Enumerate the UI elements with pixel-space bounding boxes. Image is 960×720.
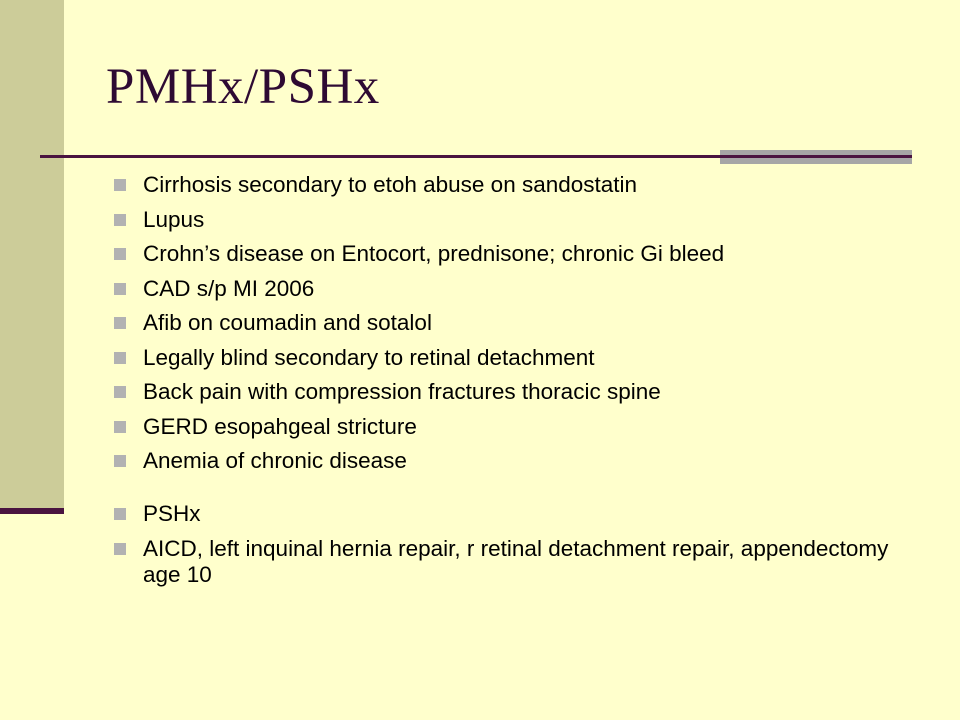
list-item-text: Crohn’s disease on Entocort, prednisone; chronic Gi bleed — [143, 241, 725, 266]
square-bullet-icon — [114, 455, 126, 467]
list-item-text: GERD esopahgeal stricture — [143, 413, 417, 439]
square-bullet-icon — [114, 543, 126, 555]
bullet-list — [114, 172, 914, 596]
list-item — [114, 207, 914, 233]
list-item — [114, 379, 914, 405]
square-bullet-icon — [114, 421, 126, 433]
list-item — [114, 310, 914, 336]
list-item — [114, 345, 914, 371]
list-item-text: AICD, left inquinal hernia repair, r retinal detachment repair, appendectomy age 10 — [143, 535, 889, 587]
list-item-text: Legally blind secondary to retinal detachment — [143, 344, 595, 370]
square-bullet-icon — [114, 214, 126, 226]
list-item — [114, 501, 914, 527]
square-bullet-icon — [114, 179, 126, 191]
list-item — [114, 448, 914, 474]
left-decorative-bar — [0, 0, 64, 512]
square-bullet-icon — [114, 508, 126, 520]
title-divider-accent — [720, 150, 912, 164]
slide-title: PMHx/PSHx — [106, 59, 380, 115]
list-item — [114, 241, 914, 267]
list-item — [114, 536, 914, 588]
list-item — [114, 276, 914, 302]
square-bullet-icon — [114, 386, 126, 398]
list-item-text: Cirrhosis secondary to etoh abuse on sandostatin — [143, 172, 638, 197]
list-item — [114, 414, 914, 440]
list-item-text: Lupus — [143, 206, 205, 232]
list-item — [114, 172, 914, 198]
list-item-text: PSHx — [143, 501, 201, 526]
list-item-text: Anemia of chronic disease — [143, 448, 407, 473]
square-bullet-icon — [114, 317, 126, 329]
list-item-text: Back pain with compression fractures thoracic spine — [143, 379, 661, 404]
square-bullet-icon — [114, 248, 126, 260]
square-bullet-icon — [114, 283, 126, 295]
list-item-text: Afib on coumadin and sotalol — [143, 310, 432, 335]
list-item-text: CAD s/p MI 2006 — [143, 275, 315, 301]
square-bullet-icon — [114, 352, 126, 364]
left-bar-accent-line — [0, 508, 64, 514]
